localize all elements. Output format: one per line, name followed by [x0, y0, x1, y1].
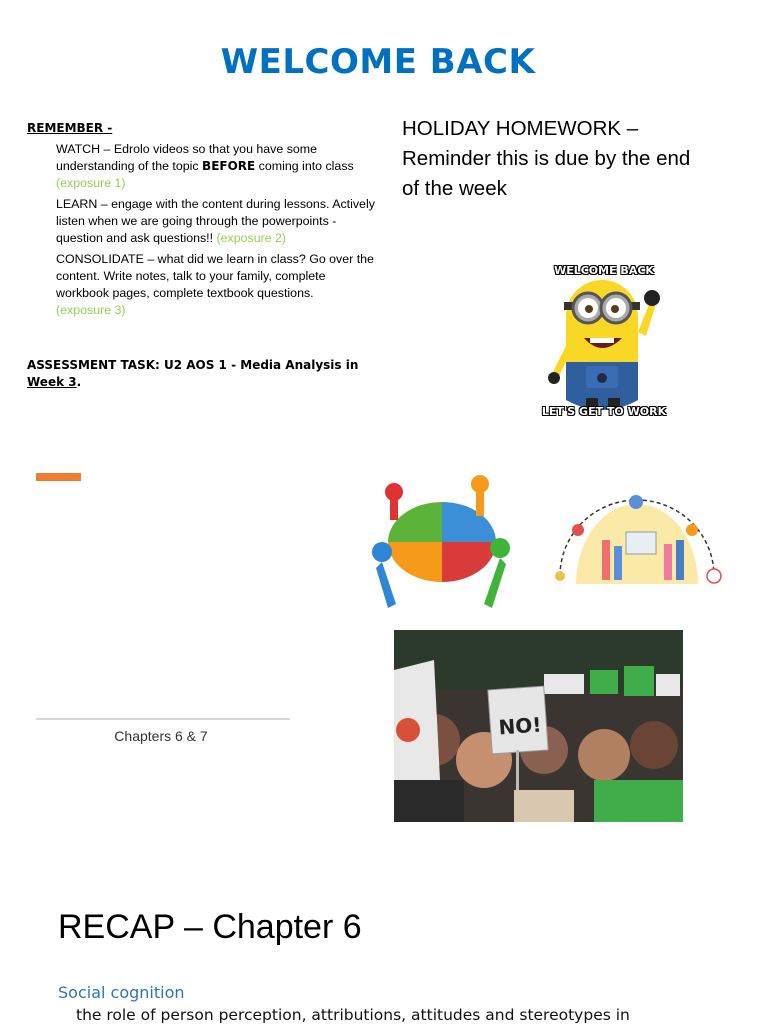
protest-photo	[394, 630, 683, 822]
teamwork-arc-image	[550, 494, 724, 588]
week-link: Week 3	[27, 375, 77, 389]
step-learn: LEARN – engage with the content during lessons. Actively listen when we are going through the powerpoints - question and ask questions!! (exposure 2)	[56, 197, 375, 245]
before-emphasis: BEFORE	[202, 159, 256, 173]
exposure-3: (exposure 3)	[56, 303, 126, 317]
page-title: WELCOME BACK	[220, 42, 536, 82]
minion-meme-image	[526, 262, 682, 424]
puzzle-teamwork-image	[368, 472, 516, 614]
assessment-task: ASSESSMENT TASK: U2 AOS 1 - Media Analysis in Week 3.	[27, 358, 359, 389]
step-watch: WATCH – Edrolo videos so that you have some understanding of the topic BEFORE coming into class (exposure 1)	[56, 142, 354, 190]
social-cognition-description: the role of person perception, attributions, attitudes and stereotypes in	[76, 1006, 630, 1024]
chapters-label: Chapters 6 & 7	[114, 728, 208, 744]
meme-bottom-text: LET'S GET TO WORK	[541, 405, 667, 418]
study-steps	[56, 141, 376, 323]
exposure-2: (exposure 2)	[216, 231, 287, 245]
teamwork-arc-illustration	[550, 494, 724, 588]
divider-line	[36, 718, 290, 720]
remember-heading: REMEMBER -	[27, 121, 113, 135]
recap-heading: RECAP – Chapter 6	[58, 908, 362, 946]
protest-sign-text: NO!	[497, 712, 543, 740]
holiday-homework: HOLIDAY HOMEWORK – Reminder this is due by the end of the week	[402, 117, 691, 200]
puzzle-illustration	[368, 472, 516, 614]
exposure-1: (exposure 1)	[56, 176, 126, 190]
minion-illustration	[526, 262, 682, 424]
meme-top-text: WELCOME BACK	[554, 264, 654, 277]
step-consolidate: CONSOLIDATE – what did we learn in class? Go over the content. Write notes, talk to your family, complete workbook pages, complete textbook questions. (exposure 3)	[56, 252, 374, 317]
accent-bar	[36, 473, 81, 481]
social-cognition-heading: Social cognition	[58, 983, 185, 1002]
